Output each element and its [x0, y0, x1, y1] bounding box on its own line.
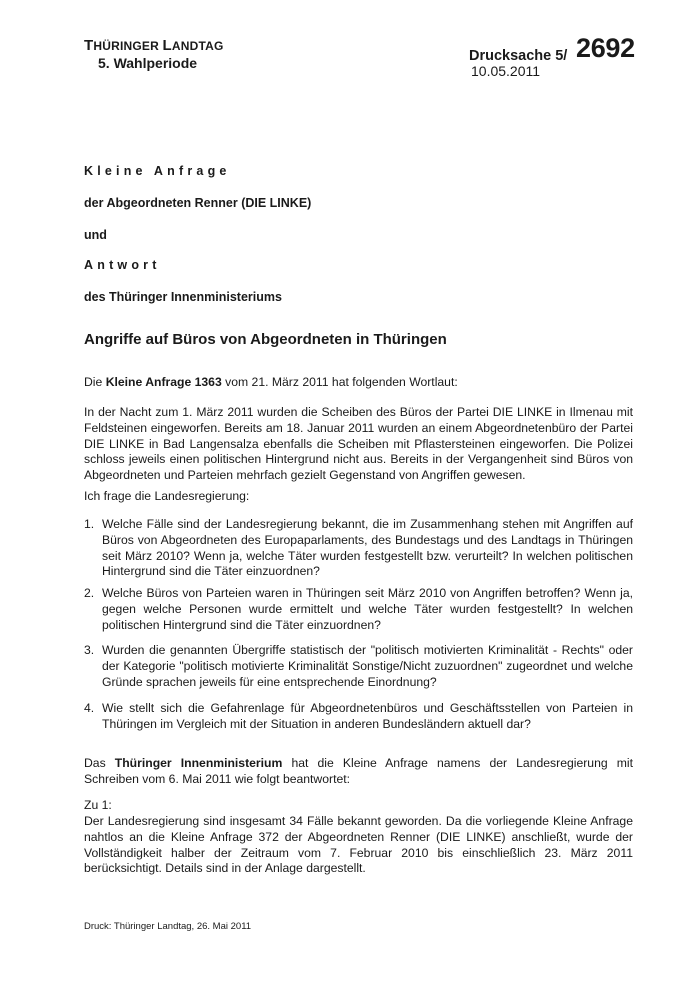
question-item — [84, 643, 633, 690]
question-number: 3. — [84, 643, 95, 657]
heading-abgeordnete: der Abgeordneten Renner (DIE LINKE) — [84, 196, 312, 210]
answer-intro — [84, 756, 633, 788]
document-date: 10.05.2011 — [471, 63, 541, 79]
institution-initial: T — [84, 37, 94, 54]
question-item — [84, 701, 633, 733]
frage-intro: Ich frage die Landesregierung: — [84, 489, 250, 503]
institution-part-2: ANDTAG — [171, 39, 224, 53]
question-number: 2. — [84, 586, 95, 600]
drucksache-label: Drucksache 5/ — [469, 48, 568, 64]
question-text: Wie stellt sich die Gefahrenlage für Abgeordnetenbüros und Geschäftsstellen von Parteien in Thüringen im Vergleich mit der Situation in anderen Bundesländern aktuell dar? — [102, 701, 633, 731]
question-item — [84, 586, 633, 633]
institution-part: HÜRINGER — [93, 39, 163, 53]
intro-post: vom 21. März 2011 hat folgenden Wortlaut: — [221, 375, 458, 389]
question-item — [84, 517, 633, 580]
intro-pre: Die — [84, 375, 106, 389]
institution-initial-2: L — [162, 37, 172, 54]
heading-antwort: Antwort — [84, 258, 161, 272]
wahlperiode: 5. Wahlperiode — [98, 55, 198, 71]
answer-intro-bold: Thüringer Innenministerium — [114, 756, 283, 770]
drucksache-number: 2692 — [576, 33, 635, 63]
zu1-label: Zu 1: — [84, 798, 112, 812]
question-number: 4. — [84, 701, 95, 715]
question-text: Welche Büros von Parteien waren in Thüringen seit März 2010 von Angriffen betroffen? Wenn ja, gegen welche Personen wurde ermittelt und welche Täter wurden festgestellt? In welchen politischen Hintergrund sind die Täter einzuordnen? — [102, 586, 633, 632]
print-footer: Druck: Thüringer Landtag, 26. Mai 2011 — [84, 921, 252, 932]
question-text: Welche Fälle sind der Landesregierung bekannt, die im Zusammenhang stehen mit Angriffen auf Büros von Abgeordneten des Europaparlaments, des Bundestags und des Landtags in Thüringen seit März 2010? Wenn ja, welche Täter wurden festgestellt bzw. verurteilt? In welchen politischen Hintergrund sind die Täter einzuordnen? — [102, 517, 633, 579]
answer-intro-post: hat die Kleine Anfrage namens der Landesregierung mit Schreiben vom 6. Mai 2011 wie folgt beantwortet: — [84, 756, 633, 786]
institution-name — [84, 37, 224, 54]
heading-ministerium: des Thüringer Innenministeriums — [84, 290, 282, 304]
document-title: Angriffe auf Büros von Abgeordneten in Thüringen — [84, 331, 447, 348]
intro-bold: Kleine Anfrage 1363 — [105, 375, 222, 389]
wortlaut-paragraph: In der Nacht zum 1. März 2011 wurden die Scheiben des Büros der Partei DIE LINKE in Ilmenau mit Feldsteinen eingeworfen. Bereits am 18. Januar 2011 wurden an einem Abgeordnetenbüro der Partei DIE LINKE in Bad Langensalza ebenfalls die Scheiben mit Pflastersteinen eingeworfen. Die Polizei schloss jeweils einen politischen Hintergrund nicht aus. Bereits in der Vergangenheit sind Büros von Abgeordneten und Parteien mehrfach gezielt Gegenstand von Angriffen gewesen. — [84, 405, 633, 483]
question-number: 1. — [84, 517, 95, 531]
question-text: Wurden die genannten Übergriffe statistisch der "politisch motivierten Kriminalität - Rechts" oder der Kategorie "politisch motivierte Kriminalität Sonstige/Nicht zuzuordnen" zugeordnet und welche Gründe sprachen jeweils für eine entsprechende Einordnung? — [102, 643, 633, 689]
heading-kleine-anfrage: Kleine Anfrage — [84, 164, 231, 178]
answer-intro-pre: Das — [84, 756, 115, 770]
zu1-text: Der Landesregierung sind insgesamt 34 Fälle bekannt geworden. Da die vorliegende Kleine Anfrage nahtlos an die Kleine Anfrage 372 der Abgeordneten Renner (DIE LINKE) anschließt, wurde der Vollständigkeit halber der Zeitraum vom 7. Februar 2010 bis einschließlich 23. März 2011 berücksichtigt. Details sind in der Anlage dargestellt. — [84, 814, 633, 876]
intro-paragraph — [84, 375, 633, 391]
heading-und: und — [84, 228, 107, 242]
